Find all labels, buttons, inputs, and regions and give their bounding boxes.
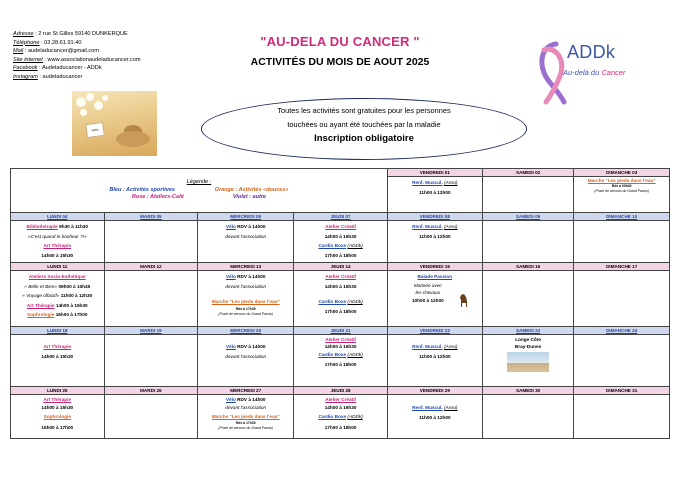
day-cell <box>482 271 574 327</box>
notice-text: Toutes les activités sont gratuites pour les personnes touchées ou ayant été touchées par la maladie Inscription obligatoire <box>201 104 527 146</box>
website-link[interactable]: www.associationaudeladucancer.com <box>47 56 141 63</box>
day-cell: Ateliers Socio-Esthétique « Belle et Bien» 09h00 à 10h45 « Voyage olfactif» 11h00 à 12h30 Art Thérapie 14h00 à 15h30 Sophrologie 16h00 à 17h00 <box>11 271 105 327</box>
day-cell: Renf. Muscul. (Asso) 11h00 à 12h00 <box>387 335 482 387</box>
horse-icon <box>458 293 470 309</box>
day-header: VENDREDI 01 <box>387 169 482 177</box>
registration-required: Inscription obligatoire <box>314 133 414 144</box>
day-cell <box>104 395 198 439</box>
address: 2 rue St Gilles 59140 DUNKERQUE <box>38 31 128 37</box>
phone: 03.28.61.91.40 <box>44 39 82 46</box>
photo-sign: Hello <box>85 122 105 138</box>
logo-tagline: Au-delà du Cancer <box>563 68 626 77</box>
week-row <box>11 395 670 439</box>
week-header: LUNDI 04 MARDI 05 MERCREDI 06 JEUDI 07 VENDREDI 08 SAMEDI 09 DIMANCHE 10 <box>11 213 670 221</box>
day-cell <box>482 221 574 263</box>
week-row <box>11 221 670 263</box>
email-link[interactable]: audeladucancer@gmail.com <box>27 48 99 55</box>
beach-photo <box>507 352 549 372</box>
day-cell: Vélo RDV à 14h00 devant l'association <box>198 221 294 263</box>
day-cell: Balade Passion Matinée avec les chevaux 10h00 à 12h00 <box>387 271 482 327</box>
decorative-photo <box>72 91 157 156</box>
day-cell <box>104 271 198 327</box>
day-cell: Art Thérapie 14h00 à 15h30 Sophrologie 16h00 à 17h00 <box>11 395 105 439</box>
week-header: LUNDI 18 MARDI 19 MERCREDI 20 JEUDI 21 VENDREDI 22 SAMEDI 23 DIMANCHE 24 <box>11 327 670 335</box>
calendar-table <box>10 168 670 439</box>
day-cell <box>104 335 198 387</box>
day-cell <box>104 221 198 263</box>
day-cell: Renf. Muscul. (Asso) 11h00 à 12h00 <box>387 177 482 213</box>
day-cell: Bibliothérapie 9h30 à 11h30 «C'est quand le bonheur ?!» Art Thérapie 14h00 à 15h30 <box>11 221 105 263</box>
day-cell <box>482 177 574 213</box>
day-cell: Renf. Muscul. (Asso) 11h00 à 12h00 <box>387 395 482 439</box>
logo-name: ADDk <box>567 42 616 62</box>
day-cell: Art Thérapie 14h00 à 15h30 <box>11 335 105 387</box>
day-cell <box>574 221 670 263</box>
legend: Légende : Bleu : Activités sportives Orange : Activités «douces» Rose : Ateliers-Café Violet : autre <box>109 179 289 201</box>
day-cell: Marche "Les pieds dans l'eau" Rdv à 09h30 (Poste de secours du Grand Pavois) <box>574 177 670 213</box>
day-cell: Atelier Créatif 14h00 à 16h30 Cardio Boxe (ADDk) 17h00 à 18h00 <box>294 395 388 439</box>
contact-block: Adresse : 2 rue St Gilles 59140 DUNKERQUE Téléphone : 03.28.61.91.40 Mail : audeladucancer@gmail.com Site internet : www.associationaudeladucancer.com Facebook : Audeladucancer - ADDk Instagram : audeladucancer <box>13 31 141 80</box>
day-cell: Renf. Muscul. (Asso) 11h00 à 12h00 <box>387 221 482 263</box>
week-header: LUNDI 11 MARDI 12 MERCREDI 13 JEUDI 14 VENDREDI 15 SAMEDI 16 DIMANCHE 17 <box>11 263 670 271</box>
day-cell <box>574 271 670 327</box>
instagram-link[interactable]: audeladucancer <box>42 73 83 80</box>
day-cell: Vélo RDV à 14h00 devant l'association Marche "Les pieds dans l'eau" Rdv à 17h30 (Poste de secours du Grand Pavois) <box>198 271 294 327</box>
page-title: "AU-DELA DU CANCER " <box>260 34 420 49</box>
day-cell: Longe Côte Bray-Dunes <box>482 335 574 387</box>
day-header: SAMEDI 02 <box>482 169 574 177</box>
day-cell: Atelier Créatif 14h00 à 16h30 Cardio Boxe (ADDk) 17h00 à 18h00 <box>294 271 388 327</box>
day-cell <box>574 335 670 387</box>
day-header: DIMANCHE 03 <box>574 169 670 177</box>
day-cell: Vélo RDV à 14h00 devant l'association <box>198 335 294 387</box>
day-cell <box>574 395 670 439</box>
day-cell: Vélo RDV à 14h00 devant l'association Marche "Les pieds dans l'eau" Rdv à 17h30 (Poste de secours du Grand Pavois) <box>198 395 294 439</box>
week-row <box>11 335 670 387</box>
week-row <box>11 271 670 327</box>
week-header: LUNDI 25 MARDI 26 MERCREDI 27 JEUDI 28 VENDREDI 29 SAMEDI 30 DIMANCHE 31 <box>11 387 670 395</box>
page-subtitle: ACTIVITÉS DU MOIS DE AOUT 2025 <box>250 56 430 68</box>
day-cell <box>482 395 574 439</box>
facebook-link[interactable]: Audeladucancer - ADDk <box>41 65 102 72</box>
week-header <box>11 169 670 177</box>
day-cell: Atelier Créatif 14h00 à 16h30 Cardio Boxe (ADDk) 17h00 à 18h00 <box>294 335 388 387</box>
day-cell: Atelier Créatif 14h00 à 16h30 Cardio Boxe (ADDk) 17h00 à 18h00 <box>294 221 388 263</box>
